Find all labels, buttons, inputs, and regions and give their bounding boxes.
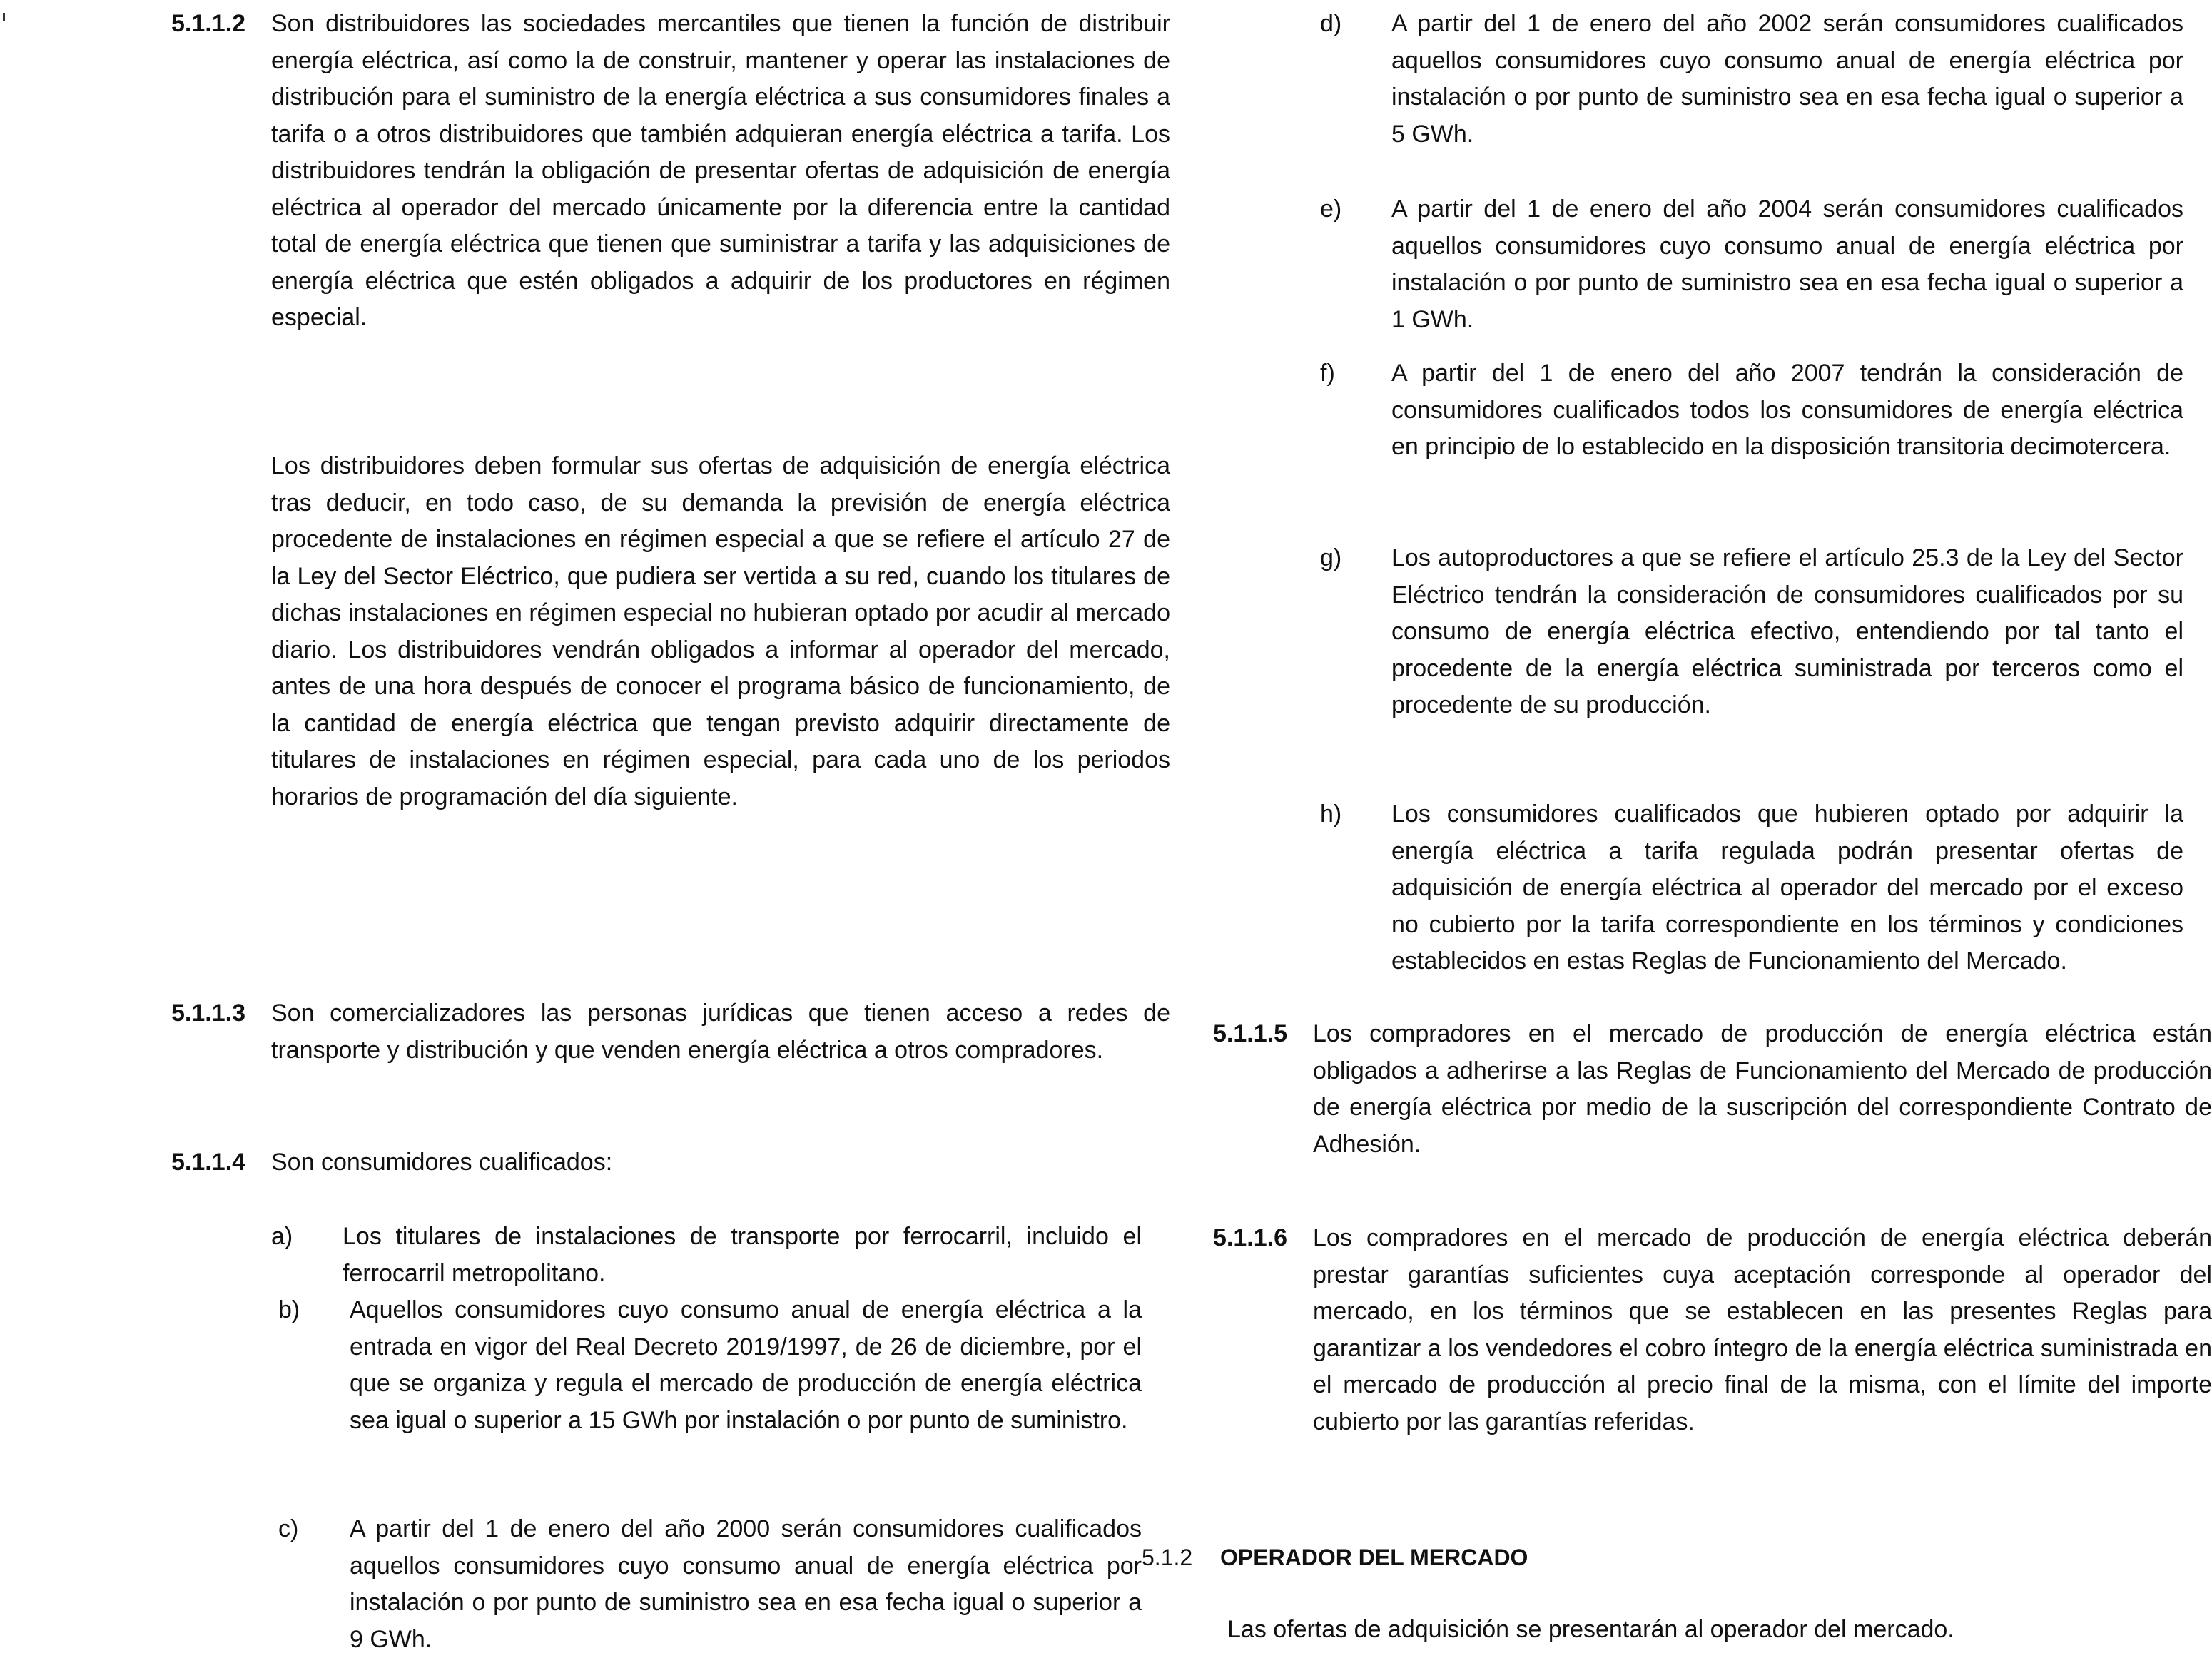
list-item-label: b) (278, 1296, 300, 1323)
scan-mark (3, 13, 5, 21)
clause-paragraph: Los compradores en el mercado de producción de energía eléctrica están obligados a adherirse a las Reglas de Funcionamiento del Mercado de producción de energía eléctrica por medio de la suscripción del correspondiente Contrato de Adhesión. (1313, 1020, 2212, 1158)
clause-paragraph: Son consumidores cualificados: (271, 1149, 613, 1176)
list-item-f (1320, 355, 2183, 466)
list-item-d (1320, 6, 2183, 153)
section-text: Las ofertas de adquisición se presentarán al operador del mercado. (1227, 1616, 1954, 1643)
section-number: 5.1.2 (1142, 1545, 1193, 1570)
list-item-label: a) (271, 1223, 293, 1250)
section-title: OPERADOR DEL MERCADO (1220, 1545, 1528, 1570)
clause-5-1-1-4 (171, 1144, 1170, 1181)
list-item-b (278, 1292, 1142, 1439)
clause-number: 5.1.1.6 (1213, 1224, 1287, 1251)
list-item-c (278, 1511, 1142, 1658)
clause-5-1-1-5 (1213, 1016, 2212, 1163)
list-item-a (271, 1219, 1142, 1292)
clause-paragraph: Los distribuidores deben formular sus ofertas de adquisición de energía eléctrica tras deducir, en todo caso, de su demanda la previsión de energía eléctrica procedente de instalaciones en régimen especial a que se refiere el artículo 27 de la Ley del Sector Eléctrico, que pudiera ser vertida a su red, cuando los titulares de dichas instalaciones en régimen especial no hubieran optado por acudir al mercado diario. Los distribuidores vendrán obligados a informar al operador del mercado, antes de una hora después de conocer el programa básico de funcionamiento, de la cantidad de energía eléctrica que tengan previsto adquirir directamente de titulares de instalaciones en régimen especial, para cada uno de los periodos horarios de programación del día siguiente. (271, 452, 1170, 810)
list-item-text: Los consumidores cualificados que hubieren optado por adquirir la energía eléctrica a tarifa regulada podrán presentar ofertas de adquisición de energía eléctrica al operador del mercado por el exceso no cubierto por la tarifa correspondiente en los términos y condiciones establecidos en estas Reglas de Funcionamiento del Mercado. (1391, 800, 2183, 975)
clause-5-1-1-6 (1213, 1220, 2212, 1440)
clause-5-1-1-2 (171, 6, 1170, 337)
clause-number: 5.1.1.5 (1213, 1020, 1287, 1047)
clause-number: 5.1.1.3 (171, 1000, 245, 1027)
list-item-label: g) (1320, 544, 1342, 571)
clause-paragraph: Los compradores en el mercado de producción de energía eléctrica deberán prestar garantías suficientes cuya aceptación corresponde al operador del mercado, en los términos que se establecen en las presentes Reglas para garantizar a los vendedores el cobro íntegro de la energía eléctrica suministrada en el mercado de producción al precio final de la misma, con el límite del importe cubierto por las garantías referidas. (1313, 1224, 2212, 1435)
clause-paragraph: Son distribuidores las sociedades mercantiles que tienen la función de distribuir energía eléctrica, así como la de construir, mantener y operar las instalaciones de distribución para el suministro de la energía eléctrica a sus consumidores finales a tarifa o a otros distribuidores que también adquieran energía eléctrica a tarifa. Los distribuidores tendrán la obligación de presentar ofertas de adquisición de energía eléctrica al operador del mercado únicamente por la diferencia entre la cantidad total de energía eléctrica que tienen que suministrar a tarifa y las adquisiciones de energía eléctrica que estén obligados a adquirir de los productores en régimen especial. (271, 10, 1170, 331)
list-item-label: h) (1320, 800, 1342, 828)
list-item-text: Los titulares de instalaciones de transporte por ferrocarril, incluido el ferrocarril metropolitano. (343, 1223, 1142, 1287)
list-item-text: Aquellos consumidores cuyo consumo anual de energía eléctrica a la entrada en vigor del Real Decreto 2019/1997, de 26 de diciembre, por el que se organiza y regula el mercado de producción de energía eléctrica sea igual o superior a 15 GWh por instalación o por punto de suministro. (350, 1296, 1142, 1434)
clause-5-1-1-3 (171, 995, 1170, 1069)
clause-5-1-1-2-continued (171, 448, 1170, 815)
section-paragraph (1227, 1612, 2112, 1649)
section-heading-5-1-2 (1142, 1540, 2076, 1577)
list-item-label: c) (278, 1515, 299, 1542)
list-item-label: f) (1320, 360, 1335, 387)
list-item-text: A partir del 1 de enero del año 2000 serán consumidores cualificados aquellos consumidores cuyo consumo anual de energía eléctrica por instalación o por punto de suministro sea en esa fecha igual o superior a 9 GWh. (350, 1515, 1142, 1653)
list-item-text: A partir del 1 de enero del año 2007 tendrán la consideración de consumidores cualificados todos los consumidores de energía eléctrica en principio de lo establecido en la disposición transitoria decimotercera. (1391, 360, 2183, 460)
list-item-h (1320, 796, 2183, 980)
list-item-e (1320, 191, 2183, 338)
list-item-text: A partir del 1 de enero del año 2002 serán consumidores cualificados aquellos consumidores cuyo consumo anual de energía eléctrica por instalación o por punto de suministro sea en esa fecha igual o superior a 5 GWh. (1391, 10, 2183, 148)
list-item-label: d) (1320, 10, 1342, 37)
clause-number: 5.1.1.2 (171, 10, 245, 37)
list-item-text: A partir del 1 de enero del año 2004 serán consumidores cualificados aquellos consumidores cuyo consumo anual de energía eléctrica por instalación o por punto de suministro sea en esa fecha igual o superior a 1 GWh. (1391, 195, 2183, 333)
clause-number: 5.1.1.4 (171, 1149, 245, 1176)
list-item-label: e) (1320, 195, 1342, 223)
clause-paragraph: Son comercializadores las personas jurídicas que tienen acceso a redes de transporte y distribución y que venden energía eléctrica a otros compradores. (271, 1000, 1170, 1064)
list-item-text: Los autoproductores a que se refiere el artículo 25.3 de la Ley del Sector Eléctrico tendrán la consideración de consumidores cualificados por su consumo de energía eléctrica efectivo, entendiendo por tal tanto el procedente de la energía eléctrica suministrada por terceros como el procedente de su producción. (1391, 544, 2183, 718)
list-item-g (1320, 540, 2183, 724)
